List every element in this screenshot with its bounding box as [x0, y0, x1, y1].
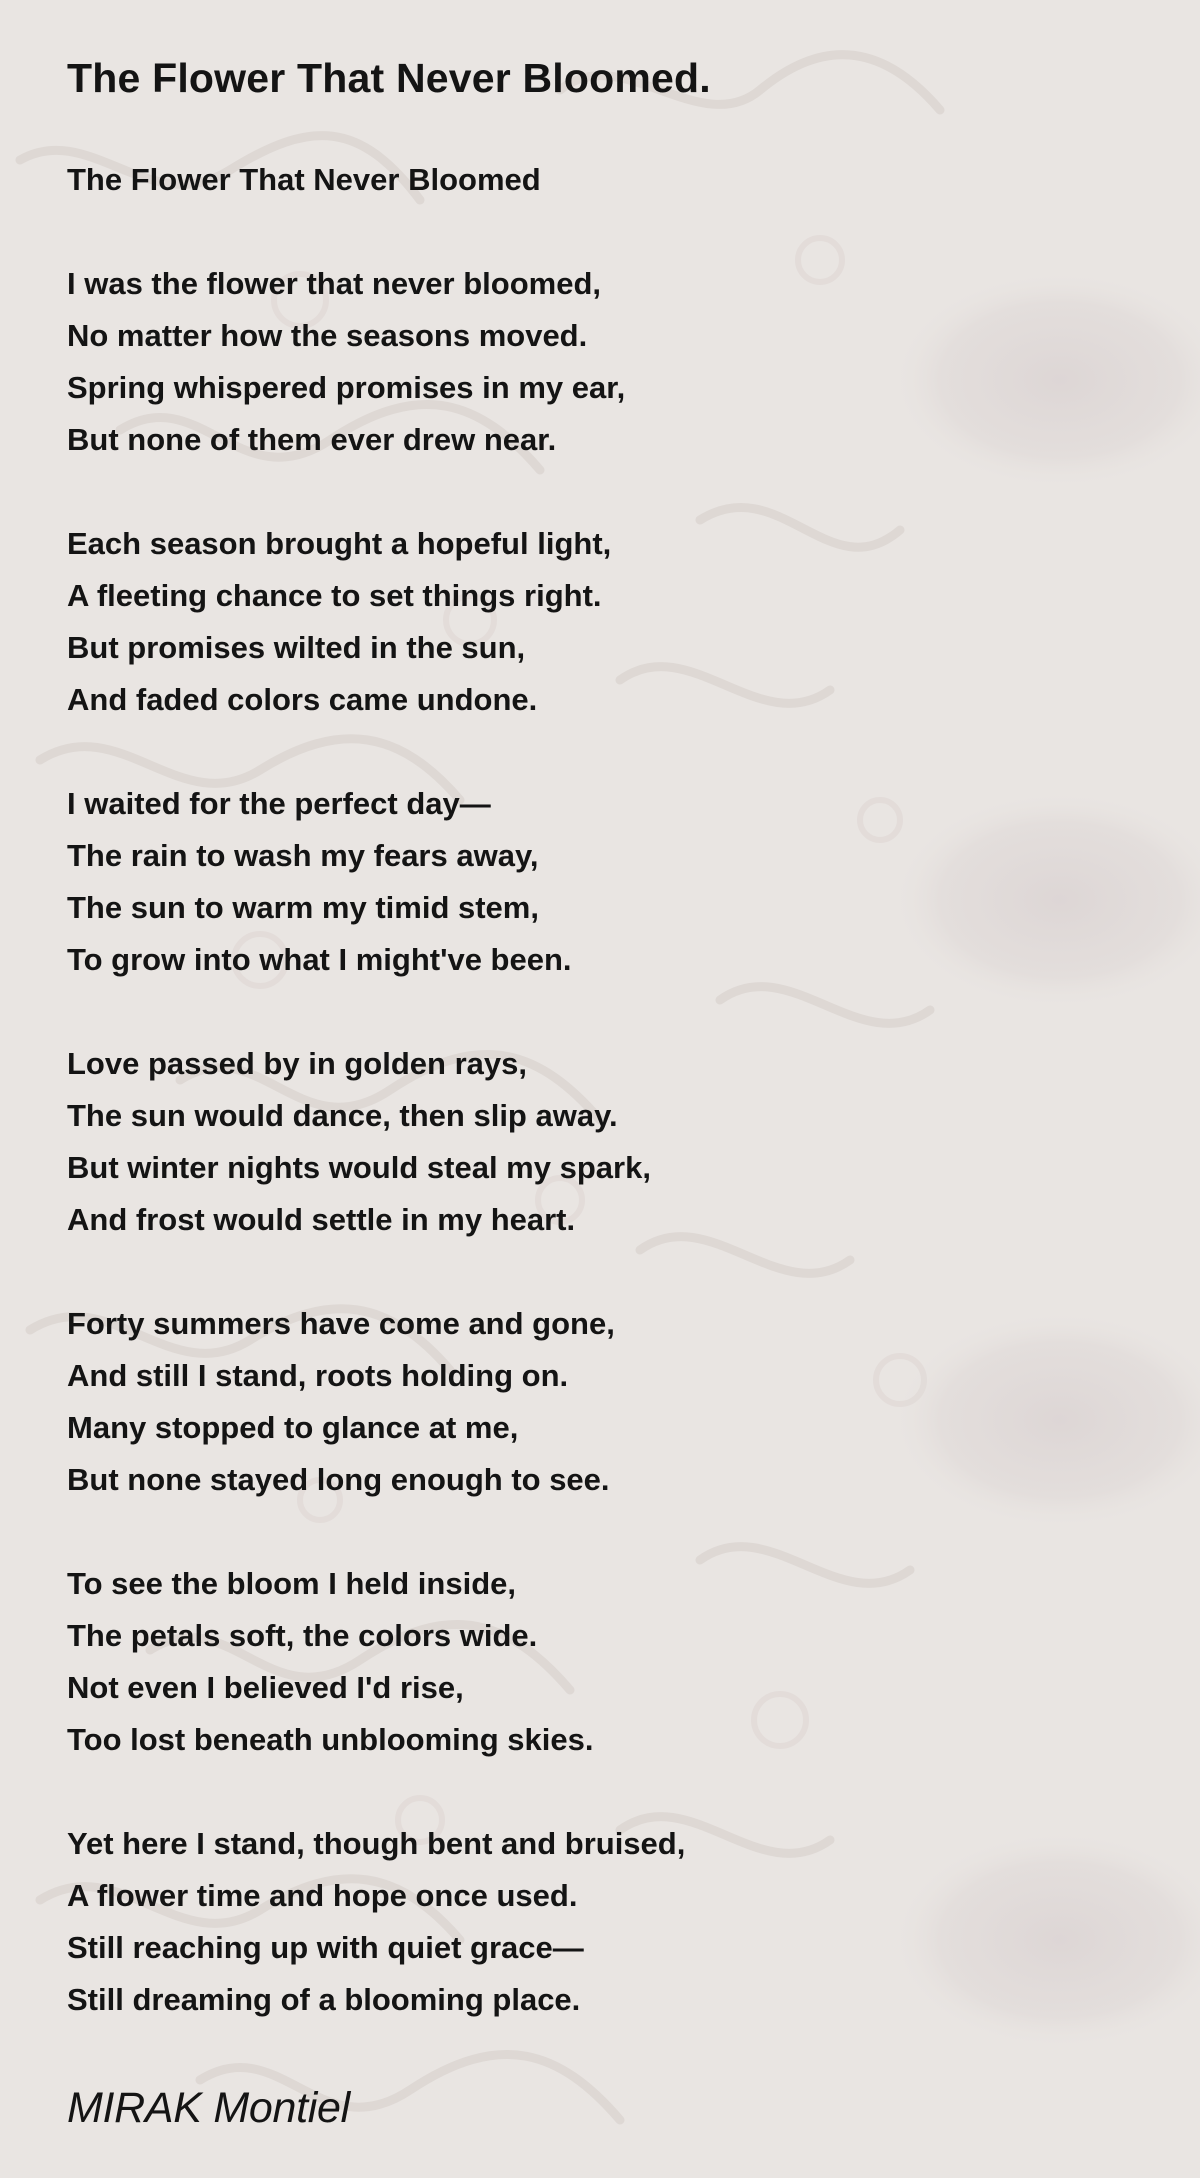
poem-line: But none stayed long enough to see. — [67, 1462, 610, 1497]
poem-line: To see the bloom I held inside, — [67, 1566, 516, 1601]
poem-line: The rain to wash my fears away, — [67, 838, 539, 873]
poem-line: The sun to warm my timid stem, — [67, 890, 539, 925]
poem-line: A flower time and hope once used. — [67, 1878, 578, 1913]
stanza — [67, 778, 1127, 986]
poem-line: But promises wilted in the sun, — [67, 630, 526, 665]
stanza — [67, 518, 1127, 726]
poem-line: Yet here I stand, though bent and bruised, — [67, 1826, 686, 1861]
poem-line: Many stopped to glance at me, — [67, 1410, 519, 1445]
stanza — [67, 258, 1127, 466]
poem-line: And frost would settle in my heart. — [67, 1202, 576, 1237]
poem-line: Love passed by in golden rays, — [67, 1046, 527, 1081]
stanza — [67, 1038, 1127, 1246]
poem-line: I waited for the perfect day— — [67, 786, 491, 821]
poem-line: And still I stand, roots holding on. — [67, 1358, 569, 1393]
poem-line: I was the flower that never bloomed, — [67, 266, 601, 301]
poem-line: The petals soft, the colors wide. — [67, 1618, 538, 1653]
stanza — [67, 1558, 1127, 1766]
stanza — [67, 1298, 1127, 1506]
poem-line: Still dreaming of a blooming place. — [67, 1982, 581, 2017]
poem-line: Still reaching up with quiet grace— — [67, 1930, 584, 1965]
poem-line: No matter how the seasons moved. — [67, 318, 588, 353]
poem-line: Not even I believed I'd rise, — [67, 1670, 464, 1705]
poem-line: Spring whispered promises in my ear, — [67, 370, 626, 405]
poem-line: Forty summers have come and gone, — [67, 1306, 615, 1341]
poem-line: And faded colors came undone. — [67, 682, 538, 717]
poem-line: To grow into what I might've been. — [67, 942, 572, 977]
poem-line: Too lost beneath unblooming skies. — [67, 1722, 594, 1757]
poem-line: But none of them ever drew near. — [67, 422, 557, 457]
poem-subtitle: The Flower That Never Bloomed — [67, 162, 541, 197]
poem-line: But winter nights would steal my spark, — [67, 1150, 651, 1185]
poem-line: Each season brought a hopeful light, — [67, 526, 612, 561]
poem-line: The sun would dance, then slip away. — [67, 1098, 618, 1133]
author-name: MIRAK Montiel — [67, 2084, 350, 2132]
poem-title: The Flower That Never Bloomed. — [67, 55, 711, 101]
poem-body — [67, 258, 1127, 2026]
stanza — [67, 1818, 1127, 2026]
poem-line: A fleeting chance to set things right. — [67, 578, 602, 613]
